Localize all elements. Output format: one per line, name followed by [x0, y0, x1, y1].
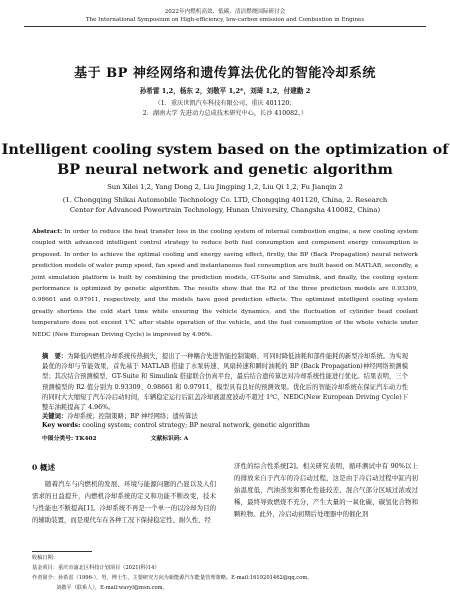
english-title-line-2: BP neural network and genetic algorithm: [57, 161, 393, 178]
body-right-column: [234, 460, 418, 520]
chinese-authors: 孙希雷 1,2，杨东 2，刘敬平 1,2*，刘琦 1,2，付建勤 2: [139, 87, 311, 95]
english-abstract: [32, 226, 418, 341]
english-keywords: [42, 422, 408, 429]
english-affiliation-1: (1. Chongqing Shikai Automobile Technology Co. LTD, Chongqing 401120, China, 2. Research: [62, 196, 388, 204]
document-code: 文献标识码: A: [150, 436, 189, 442]
footnote-corresponding: 刘敬平（联系人），E-mail:wavyl@msn.com。: [56, 585, 168, 591]
clc-number: 中图分类号: TK402: [42, 436, 97, 442]
chinese-affiliations: [0, 99, 450, 119]
english-title-line-1: Intelligent cooling system based on the optimization of: [1, 141, 449, 158]
chinese-title: 基于 BP 神经网络和遗传算法优化的智能冷却系统: [74, 66, 376, 81]
footnote-received: 收稿日期：: [32, 555, 58, 561]
body-left-column: [32, 462, 216, 526]
english-affiliation-2: Center for Advanced Powertrain Technology, Hunan University, Changsha 410082, China): [69, 206, 381, 214]
english-keywords-label: Key words:: [42, 422, 81, 429]
chinese-abstract: [42, 352, 408, 413]
chinese-keywords-label: 关键词：: [42, 413, 68, 420]
footnote-author: 作者简介：孙希雷（1996-），男，博士生，主要研究方向为新能源汽车能量管理策略。E-mail:1619201462@qq.com。: [32, 575, 313, 581]
chinese-keywords: [42, 411, 408, 420]
abstract-label: Abstract:: [32, 228, 63, 235]
header-rule: [24, 26, 426, 27]
english-affiliations: [0, 195, 450, 215]
english-keywords-text: cooling system; control strategy; BP neural network, genetic algorithm: [82, 422, 310, 429]
body-paragraph-right: 济性的综合性系统[2]。相关研究表明，循环测试中有 90%以上的排放来自于汽车的冷启动过程，这是由于冷启动过程中缸内初始温度低，汽油蒸发和雾化性能较差，混合气部分区域过浓或过稀，最终导致燃烧不充分，产生大量的一氧化碳、碳氢化合物和颗粒物。此外，冷启动初期后处理器中的催化剂: [234, 462, 418, 518]
running-header-cn: 2022年内燃机高效、低碳、清洁燃烧国际研讨会: [164, 9, 286, 15]
chinese-keywords-text: 冷却系统；控制策略；BP 神经网络；遗传算法: [67, 413, 198, 420]
running-header-en: The International Symposium on High-efficiency, low-carbon emission and Combustion in Engines: [85, 17, 365, 23]
english-title: [0, 140, 450, 180]
chinese-abstract-text: 为降低内燃机冷却系统传热损失，提出了一种耦合先进智能控制策略、可同时降低油耗和部件能耗的新型冷却系统。为实现最优的冷却与节能效果，首先基于 MATLAB 搭建了水泵转速、风扇转速和瞬时油耗的 BP (Back Propagation)神经网络预测模型；其次结合预测模型、GT-Suite 和 Simulink 搭建联合仿真平台，最后结合遗传算法对冷却系统性能进行优化。结果表明，三个预测模型的 R2 值分别为 0.93309、0.98661 和 0.97911，模型具有良好的预测效果。优化后的智能冷却系统在保证汽车动力性的同时大大缩短了汽车冷启动时间，车辆稳定运行后缸盖冷却液温度波动不超过 1℃，NEDC(New European Driving Cycle)下整车油耗提高了 4.96%。: [42, 353, 409, 412]
english-authors: Sun Xilei 1,2, Yang Dong 2, Liu Jingping 1,2, Liu Qi 1,2, Fu Jianqin 2: [107, 183, 343, 191]
chinese-affiliation-2: 2．湖南大学 先进动力总成技术研究中心，长沙 410082。）: [142, 110, 308, 117]
body-paragraph-left: 随着汽车与内燃机的发展、环境与能源问题的凸显以及人们需求的日益提升，内燃机冷却系统的定义和功能不断改变，技术与性能也不断提高[1]。冷却系统不再是一个单一的以冷却为目的的辅助装置，而是現代车在各种工况下保持稳定性、耐久性、经: [32, 480, 216, 524]
footnote-rule: [32, 551, 92, 552]
chinese-abstract-label: 摘 要：: [42, 353, 68, 360]
abstract-text: In order to reduce the heat transfer loss in the cooling system of internal combustion engine, a new cooling system coupled with advanced intelligent control strategy to reduce both fuel consumption and component energy consumption is proposed. In order to achieve the optimal cooling and energy saving effect, firstly, the BP (Back Propagation) neural network prediction models of water pump speed, fan speed and instantaneous fuel consumption are built based on MATLAB, secondly, a joint simulation platform is built by combining the prediction models, GT-Suite and Simulink, and finally, the cooling system performance is optimized by genetic algorithm. The results show that the R2 of the three prediction models are 0.93309, 0.98661 and 0.97911, respectively, and the models have good prediction effects. The optimized intelligent cooling system greatly shortens the cold start time while ensuring the vehicle dynamics, and the fluctuation of cylinder head coolant temperature does not exceed 1℃ after stable operation of the vehicle, and the fuel consumption of the whole vehicle under NEDC (New European Driving Cycle) is improved by 4.96%.: [32, 229, 419, 338]
footnote-fund: 基金项目：重庆市渝北区科技计划项目（2021(科)14）: [32, 565, 160, 571]
chinese-affiliation-1: （1．重庆世凯汽车科技有限公司，重庆 401120；: [154, 100, 296, 107]
classification-line: [42, 433, 408, 442]
section-heading: 0 概述: [32, 463, 56, 472]
